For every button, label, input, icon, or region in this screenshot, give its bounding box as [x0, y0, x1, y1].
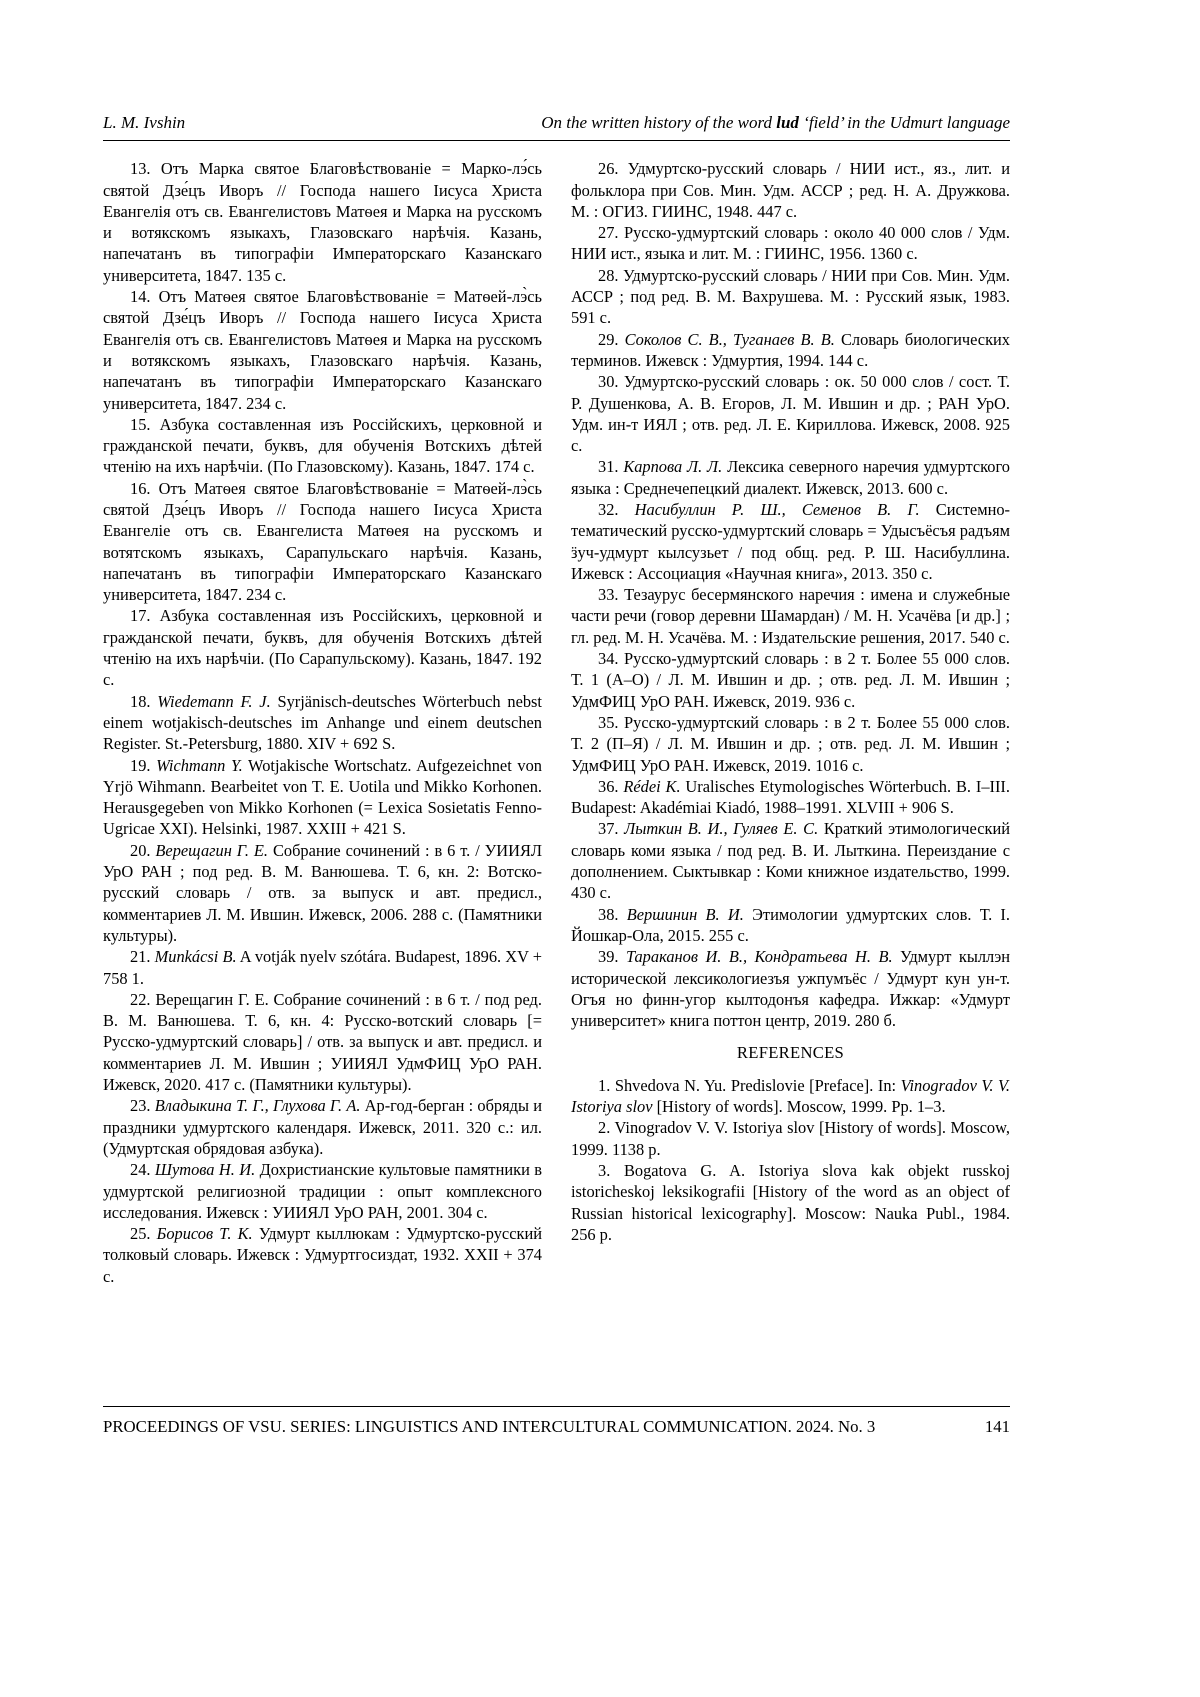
reference-author: Wiedemann F. J.: [157, 691, 271, 711]
reference-text: Ар-год-берган : обряды и праздники удмуртского календаря. Ижевск, 2011. 320 с.: ил. (Удмуртская обрядовая азбука).: [103, 1096, 542, 1158]
reference-item: [103, 946, 542, 989]
reference-text: 22. Верещагин Г. Е. Собрание сочинений : в 6 т. / под ред. В. М. Ванюшева. Т. 6, кн. 4: Русско-вотский словарь [= Русско-удмуртский словарь] / отв. за выпуск и авт. предисл. и комментариев Л. М. Ившин ; УИИЯЛ УдмФИЦ УрО РАН. Ижевск, 2020. 417 с. (Памятники культуры).: [103, 989, 542, 1095]
reference-item: [103, 1095, 542, 1159]
reference-item: [571, 371, 1010, 456]
reference-text: Syrjänisch-deutsches Wörterbuch nebst einem wotjakisch-deutsches im Anhange und einem deutschen Register. St.-Petersburg, 1880. XIV + 692 S.: [103, 691, 542, 754]
page-footer: [103, 1416, 1010, 1438]
reference-author: Wichmann Y.: [156, 755, 243, 775]
reference-text: Дохристианские культовые памятники в удмуртской религиозной традиции : опыт комплексного исследования. Ижевск : УИИЯЛ УрО РАН, 2001. 304 с.: [103, 1160, 542, 1222]
running-title-prefix: On the written history of the word: [541, 113, 777, 132]
reference-author: Vinogradov V. V. Istoriya slov: [571, 1075, 1010, 1117]
reference-author: Лыткин В. И., Гуляев Е. С.: [624, 819, 819, 839]
reference-text: Удмурт кыллэн исторической лексикологиезъя ужпумъёс / Удмурт кун ун-т. Огъя но финн-угор кылтодонъя кафедра. Ижкар: «Удмурт университет» книга поттон центр, 2019. 280 б.: [571, 947, 1010, 1031]
bibliography-english: [571, 1075, 1010, 1245]
reference-text: 35. Русско-удмуртский словарь : в 2 т. Более 55 000 слов. Т. 2 (П–Я) / Л. М. Ившин и др. ; отв. ред. Л. М. Ившин ; УдмФИЦ УрО РАН. Ижевск, 2019. 1016 с.: [571, 712, 1010, 775]
reference-item: [571, 712, 1010, 776]
reference-text: 13. Отъ Марка святое Благовѣствованіе = Марко-лэ́сь святой Дзе́цъ Иворъ // Господа нашего Іисуса Христа Евангелія отъ св. Евангелистовъ Матѳея и Марка на русскомъ и вотякскомъ языкахъ, Глазовскаго нарѣчія. Казань, напечатанъ въ типографіи Императорскаго Казанскаго университета, 1847. 135 с.: [103, 159, 542, 285]
content-columns: [103, 158, 1010, 1406]
reference-item: [103, 158, 542, 286]
reference-item: [571, 265, 1010, 329]
running-author: L. M. Ivshin: [103, 113, 186, 132]
reference-item: [103, 286, 542, 414]
reference-author: Вершинин В. И.: [626, 904, 744, 924]
reference-text: 36.: [598, 776, 624, 796]
reference-author: Тараканов И. В., Кондратьева Н. В.: [625, 947, 893, 967]
reference-text: Uralisches Etymologisches Wörterbuch. B. I–III. Budapest: Akadémiai Kiadó, 1988–1991. XLVIII + 906 S.: [571, 776, 1010, 818]
reference-text: Wotjakische Wortschatz. Aufgezeichnet von Yrjö Wihmann. Bearbeitet von T. E. Uotila und Mikko Korhonen. Herausgegeben von Mikko Korhonen (= Lexica Sosietatis Fenno-Ugricae XXI). Helsinki, 1987. XXIII + 421 S.: [103, 755, 542, 839]
reference-author: Rédei K.: [623, 776, 681, 796]
reference-item: [103, 414, 542, 478]
reference-text: 1. Shvedova N. Yu. Predislovie [Preface]. In:: [598, 1075, 901, 1095]
reference-item: [103, 840, 542, 946]
reference-item: [571, 904, 1010, 947]
header-rule: [103, 140, 1010, 141]
reference-item: [103, 691, 542, 755]
reference-item: [571, 329, 1010, 372]
reference-item: [571, 1075, 1010, 1118]
reference-text: 3. Bogatova G. A. Istoriya slova kak objekt russkoj istoricheskoj leksikografii [History of the word as an object of Russian historical lexicography]. Moscow: Nauka Publ., 1984. 256 p.: [571, 1160, 1010, 1244]
bibliography-russian: [571, 158, 1010, 1031]
reference-text: 18.: [130, 691, 158, 711]
reference-item: [103, 478, 542, 606]
reference-text: 23.: [130, 1096, 155, 1116]
reference-text: 37.: [598, 819, 625, 839]
reference-text: 15. Азбука составленная изъ Россійскихъ, церковной и гражданской печати, буквъ, для обученія Вотскихъ дѣтей чтенію на ихъ нарѣчіи. (По Глазовскому). Казань, 1847. 174 с.: [103, 414, 542, 477]
reference-text: 21.: [130, 947, 155, 967]
reference-text: 32.: [598, 500, 635, 519]
reference-author: Борисов Т. К.: [156, 1224, 253, 1244]
reference-text: 27. Русско-удмуртский словарь : около 40 000 слов / Удм. НИИ ист., языка и лит. М. : ГИИНС, 1956. 1360 с.: [571, 223, 1010, 264]
reference-author: Соколов С. В., Туганаев В. В.: [624, 329, 835, 349]
reference-text: [History of words]. Moscow, 1999. Pp. 1–3.: [652, 1097, 946, 1117]
reference-text: Словарь биологических терминов. Ижевск : Удмуртия, 1994. 144 с.: [571, 329, 1010, 370]
reference-item: [571, 584, 1010, 648]
reference-text: 30. Удмуртско-русский словарь : ок. 50 000 слов / сост. Т. Р. Душенкова, А. В. Егоров, Л. М. Ившин и др. ; РАН УрО. Удм. ин-т ИЯЛ ; отв. ред. Л. Е. Кириллова. Ижевск, 2008. 925 с.: [571, 372, 1010, 456]
reference-item: [103, 1159, 542, 1223]
running-title-suffix: ‘field’ in the Udmurt language: [798, 113, 1010, 132]
reference-text: A votják nyelv szótára. Budapest, 1896. XV + 758 1.: [103, 947, 542, 988]
reference-text: Этимологии удмуртских слов. Т. I. Йошкар-Ола, 2015. 255 с.: [571, 904, 1010, 945]
reference-item: [571, 1160, 1010, 1245]
reference-item: [571, 648, 1010, 712]
reference-author: Владыкина Т. Г., Глухова Г. А.: [154, 1096, 361, 1116]
journal-line: PROCEEDINGS OF VSU. SERIES: LINGUISTICS AND INTERCULTURAL COMMUNICATION. 2024. No. 3: [103, 1417, 876, 1437]
reference-text: 31.: [598, 457, 624, 477]
reference-item: [571, 776, 1010, 819]
reference-text: 28. Удмуртско-русский словарь / НИИ при Сов. Мин. Удм. АССР ; под ред. В. М. Вахрушева. М. : Русский язык, 1983. 591 с.: [571, 265, 1010, 328]
reference-text: 38.: [598, 904, 627, 924]
footer-rule: [103, 1406, 1010, 1407]
reference-item: [103, 755, 542, 840]
reference-text: 29.: [598, 329, 625, 349]
reference-item: [103, 989, 542, 1095]
reference-text: 39.: [598, 947, 626, 967]
reference-item: [571, 456, 1010, 499]
column-left: [103, 158, 542, 1287]
reference-item: [571, 222, 1010, 265]
reference-text: 2. Vinogradov V. V. Istoriya slov [History of words]. Moscow, 1999. 1138 p.: [571, 1118, 1010, 1159]
reference-item: [103, 1223, 542, 1287]
page-number: 141: [984, 1417, 1010, 1437]
reference-item: [571, 946, 1010, 1031]
reference-text: 19.: [130, 755, 157, 775]
reference-author: Munkácsi B.: [154, 947, 237, 967]
running-header: [103, 112, 1010, 133]
column-right: [571, 158, 1010, 1245]
reference-item: [571, 158, 1010, 222]
reference-text: Лексика северного наречия удмуртского языка : Среднечепецкий диалект. Ижевск, 2013. 600 с.: [571, 457, 1010, 498]
reference-text: 33. Тезаурус бесермянского наречия : имена и служебные части речи (говор деревни Шамардан) / М. Н. Усачёва [и др.] ; гл. ред. М. Н. Усачёва. М. : Издательские решения, 2017. 540 с.: [571, 585, 1010, 647]
reference-text: 16. Отъ Матѳея святое Благовѣствованіе = Матѳей-лэ̀сь святой Дзе́цъ Иворъ // Господа нашего Іисуса Христа Евангеліе отъ св. Евангелиста Матѳея на русскомъ и вотятскомъ языкахъ, Сарапульскаго нарѣчія. Казань, напечатанъ въ типографіи Императорскаго Казанскаго университета, 1847. 234 с.: [103, 478, 542, 605]
reference-text: 34. Русско-удмуртский словарь : в 2 т. Более 55 000 слов. Т. 1 (А–О) / Л. М. Ившин и др. ; отв. ред. Л. М. Ившин ; УдмФИЦ УрО РАН. Ижевск, 2019. 936 с.: [571, 649, 1010, 711]
reference-text: 14. Отъ Матѳея святое Благовѣствованіе = Матѳей-лэ̀сь святой Дзе́цъ Иворъ // Господа нашего Іисуса Христа Евангелія отъ св. Евангелистовъ Матѳея и Марка на русскомъ и вотякскомъ языкахъ, Глазовскаго нарѣчія. Казань, напечатанъ въ типографіи Императорскаго Казанскаго университета, 1847. 234 с.: [103, 287, 542, 413]
reference-item: [571, 1117, 1010, 1160]
running-title-keyword: lud: [776, 113, 799, 132]
reference-text: 24.: [130, 1160, 155, 1180]
running-title: [541, 112, 1010, 133]
reference-item: [571, 499, 1010, 584]
references-heading: REFERENCES: [736, 1043, 845, 1063]
reference-text: Собрание сочинений : в 6 т. / УИИЯЛ УрО РАН ; под ред. В. М. Ванюшева. Т. 6, кн. 2: Вотско-русский словарь / отв. за выпуск и авт. предисл., комментариев Л. М. Ившин. Ижевск, 2006. 288 с. (Памятники культуры).: [103, 840, 543, 945]
reference-text: 17. Азбука составленная изъ Россійскихъ, церковной и гражданской печати, буквъ, для обученія Вотскихъ дѣтей чтенію на ихъ нарѣчіи. (По Сарапульскому). Казань, 1847. 192 с.: [103, 606, 542, 690]
reference-item: [103, 605, 542, 690]
reference-text: Системно-тематический русско-удмуртский словарь = Удысъёсъя радъям ӟуч-удмурт кылсузьет / под общ. ред. Р. Ш. Насибуллина. Ижевск : Ассоциация «Научная книга», 2013. 350 с.: [571, 500, 1010, 583]
reference-author: Карпова Л. Л.: [623, 457, 723, 477]
reference-text: 26. Удмуртско-русский словарь / НИИ ист., яз., лит. и фольклора при Сов. Мин. Удм. АССР ; ред. Н. А. Дружкова. М. : ОГИЗ. ГИИНС, 1948. 447 с.: [571, 159, 1010, 221]
reference-item: [571, 818, 1010, 903]
reference-text: Краткий этимологический словарь коми языка / под ред. В. И. Лыткина. Переиздание с дополнением. Сыктывкар : Коми книжное издательство, 1999. 430 с.: [571, 819, 1010, 903]
reference-text: 20.: [130, 840, 156, 860]
reference-text: Удмурт кыллюкам : Удмуртско-русский толковый словарь. Ижевск : Удмуртгосиздат, 1932. XXII + 374 с.: [103, 1224, 542, 1286]
reference-author: Насибуллин Р. Ш., Семенов В. Г.: [634, 500, 920, 519]
reference-author: Верещагин Г. Е.: [155, 840, 269, 860]
reference-text: 25.: [130, 1224, 157, 1244]
reference-author: Шутова Н. И.: [154, 1160, 256, 1180]
